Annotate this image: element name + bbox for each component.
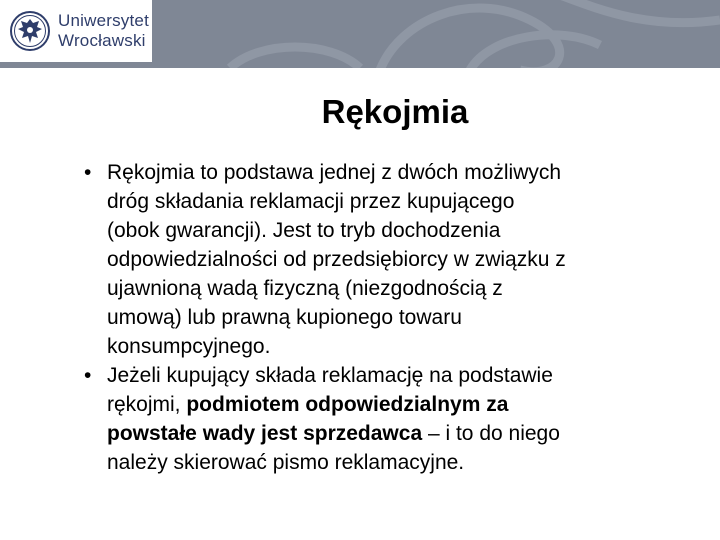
bullet-item-2	[82, 361, 712, 477]
bullet1-line-4: odpowiedzialności od przedsiębiorcy w związku z	[107, 248, 566, 271]
logo-line-2: Wrocławski	[58, 31, 146, 50]
bullet2-line-1: Jeżeli kupujący składa reklamację na podstawie	[107, 364, 553, 387]
bullet2-line-2-plain: rękojmi,	[107, 393, 187, 416]
bullet1-line-2: dróg składania reklamacji przez kupującego	[107, 190, 515, 213]
bullet1-line-7: konsumpcyjnego.	[107, 335, 271, 358]
eagle-emblem-icon	[10, 10, 50, 52]
slide-title: Rękojmia	[321, 93, 469, 130]
university-logo[interactable]	[0, 0, 152, 62]
bullet2-line-4: należy skierować pismo reklamacyjne.	[107, 451, 465, 474]
bullet1-line-1: Rękojmia to podstawa jednej z dwóch możliwych	[107, 161, 562, 184]
bullet-item-1	[82, 158, 712, 361]
bullet1-line-5: ujawnioną wadą fizyczną (niezgodnością z	[107, 277, 503, 300]
header-band	[0, 0, 720, 68]
bullet-marker: •	[84, 364, 92, 387]
bullet-list	[82, 158, 712, 477]
bullet1-line-6: umową) lub prawną kupionego towaru	[107, 306, 462, 329]
bullet2-line-3-bold: powstałe wady jest sprzedawca	[107, 422, 423, 445]
bullet2-line-2	[107, 390, 712, 419]
slide-content	[82, 158, 712, 477]
bullet2-line-2-bold: podmiotem odpowiedzialnym za	[186, 393, 509, 416]
bullet2-line-3	[107, 419, 712, 448]
logo-line-1: Uniwersytet	[58, 11, 150, 30]
bullet2-line-3-plain: – i to do niego	[422, 422, 560, 445]
bullet1-line-3: (obok gwarancji). Jest to tryb dochodzenia	[107, 219, 501, 242]
bullet-marker: •	[84, 161, 92, 184]
